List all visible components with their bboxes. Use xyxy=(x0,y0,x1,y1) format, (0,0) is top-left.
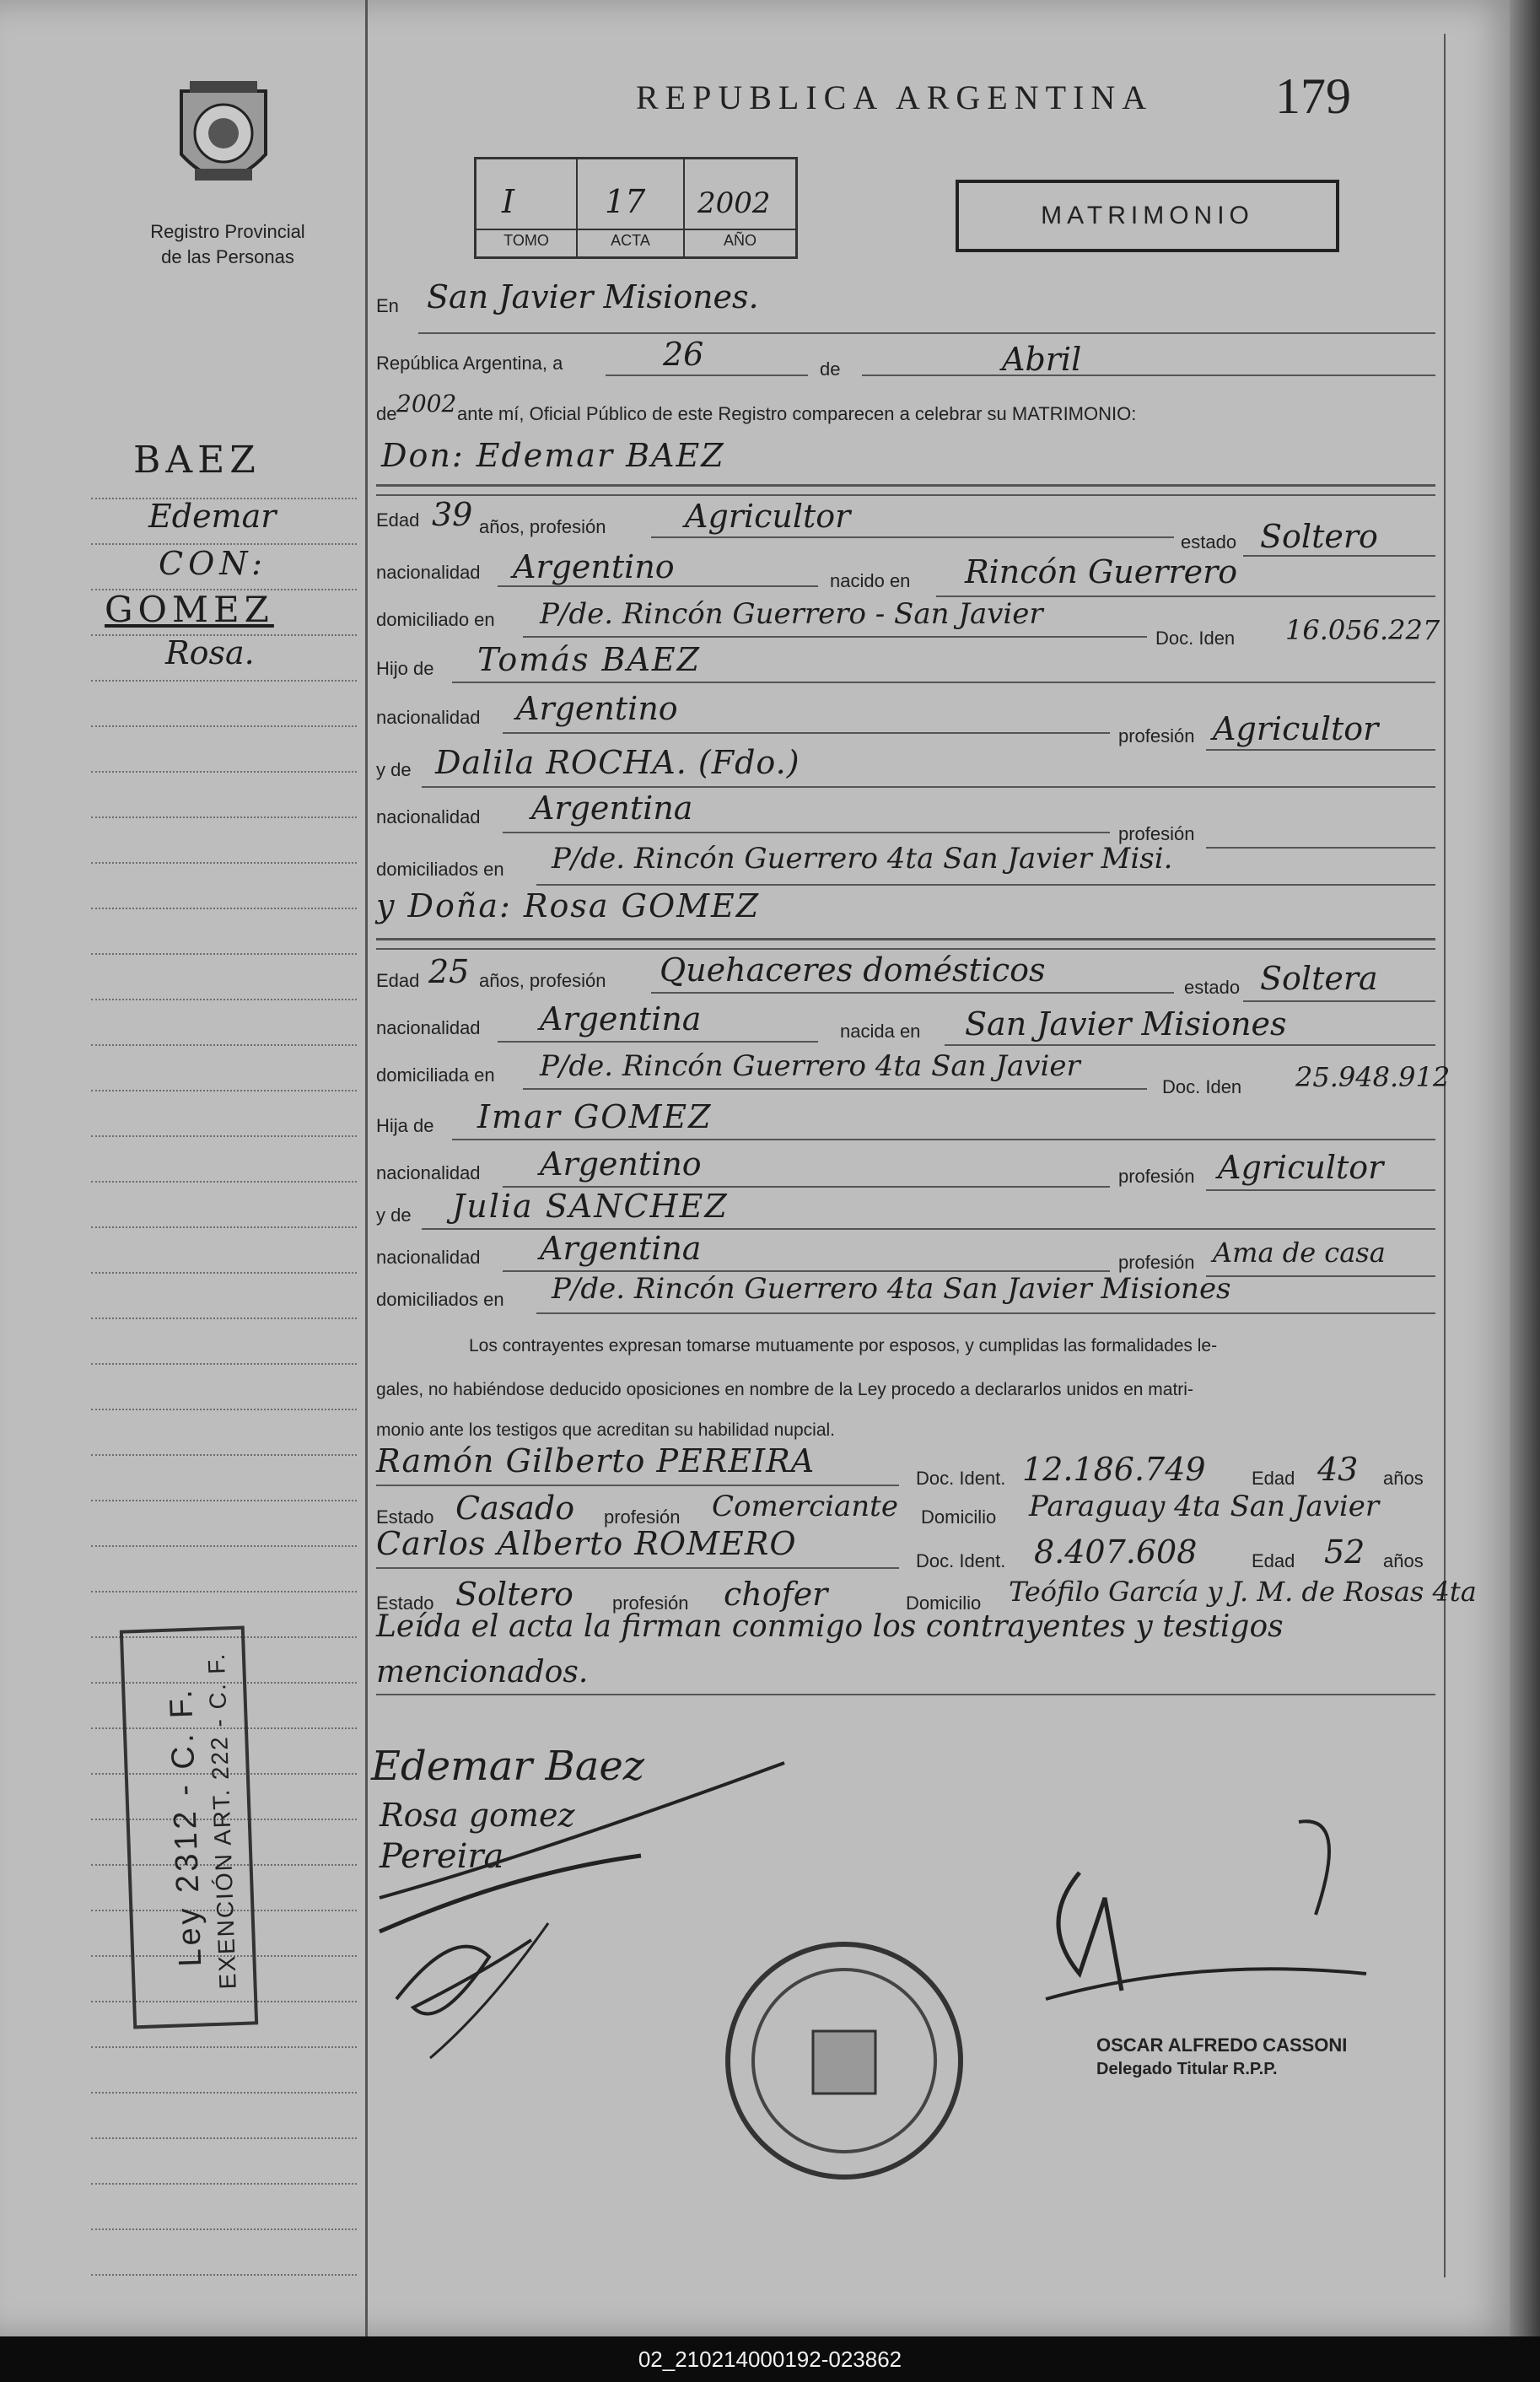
bride-nat-label: nacionalidad xyxy=(376,1017,481,1038)
witness1-doc: 12.186.749 xyxy=(1022,1451,1206,1488)
rule-line xyxy=(452,682,1435,683)
place-value: San Javier Misiones. xyxy=(427,278,759,315)
label-republica: República Argentina, a xyxy=(376,353,563,374)
bride-mother: Julia SANCHEZ xyxy=(452,1188,729,1225)
rule-line xyxy=(523,636,1147,638)
bride-mother-prof-label: profesión xyxy=(1118,1252,1195,1273)
rule-line xyxy=(606,375,808,376)
rule-line xyxy=(376,948,1435,950)
margin-rule xyxy=(91,999,357,1000)
rule-line xyxy=(1206,1189,1435,1191)
witness1-domicilio-label: Domicilio xyxy=(921,1506,997,1528)
margin-rule xyxy=(91,816,357,818)
bride-name: y Doña: Rosa GOMEZ xyxy=(376,887,761,924)
tomo-acta-box xyxy=(474,157,798,259)
margin-rule xyxy=(91,1044,357,1046)
groom-mother-nat-label: nacionalidad xyxy=(376,806,481,827)
bride-domicile: P/de. Rincón Guerrero 4ta San Javier xyxy=(540,1049,1080,1083)
groom-estado: Soltero xyxy=(1260,518,1378,555)
rule-line xyxy=(523,1088,1147,1090)
bride-anos-label: años, profesión xyxy=(479,970,606,991)
label-year-prefix: de xyxy=(376,403,397,424)
rule-line xyxy=(376,1567,899,1569)
ano-value: 2002 xyxy=(697,186,771,220)
page-edge xyxy=(1510,0,1540,2336)
footer-id: 02_210214000192-023862 xyxy=(638,2347,902,2372)
margin-given-groom: Edemar xyxy=(148,498,277,535)
bride-estado-label: estado xyxy=(1184,977,1241,998)
rule-line xyxy=(651,536,1174,538)
rule-line xyxy=(1206,1275,1435,1277)
page-number: 179 xyxy=(1275,68,1351,124)
rule-line xyxy=(651,992,1174,994)
rule-line xyxy=(503,732,1110,734)
bride-parents-domicile: P/de. Rincón Guerrero 4ta San Javier Misiones xyxy=(552,1272,1231,1306)
margin-rule xyxy=(91,1545,357,1547)
rule-line xyxy=(1206,847,1435,849)
margin-rule xyxy=(91,725,357,727)
witness2-profession: chofer xyxy=(724,1576,828,1613)
label-de: de xyxy=(820,358,841,380)
ano-label: AÑO xyxy=(723,232,757,249)
groom-birthplace: Rincón Guerrero xyxy=(965,553,1238,590)
groom-father-profession: Agricultor xyxy=(1213,710,1379,747)
groom-anos-label: años, profesión xyxy=(479,516,606,537)
witness2-doc: 8.407.608 xyxy=(1034,1533,1198,1571)
groom-father: Tomás BAEZ xyxy=(477,641,702,678)
groom-mother-prof-label: profesión xyxy=(1118,823,1195,844)
signature-groom: Edemar Baez xyxy=(371,1743,645,1790)
witness1-estado-label: Estado xyxy=(376,1506,434,1528)
bride-mother-nationality: Argentina xyxy=(540,1230,702,1267)
groom-age: 39 xyxy=(432,496,473,533)
tomo-value: I xyxy=(502,183,515,220)
margin-rule xyxy=(91,1181,357,1183)
rule-line xyxy=(1206,749,1435,751)
margin-rule xyxy=(91,1272,357,1274)
margin-rule xyxy=(91,771,357,773)
groom-parents-domicile-label: domiciliados en xyxy=(376,859,504,880)
witness1-prof-label: profesión xyxy=(604,1506,681,1528)
rule-line xyxy=(376,1694,1435,1695)
margin-rule xyxy=(91,862,357,864)
bride-age: 25 xyxy=(428,953,470,990)
rule-line xyxy=(503,832,1110,833)
footer-strip xyxy=(0,2336,1540,2382)
margin-rule xyxy=(91,2183,357,2185)
margin-rule xyxy=(91,2092,357,2094)
month-value: Abril xyxy=(1002,341,1082,378)
margin-rule xyxy=(91,2046,357,2048)
witness1-estado: Casado xyxy=(455,1490,575,1527)
margin-surname-groom: BAEZ xyxy=(133,439,261,482)
bride-mother-profession: Ama de casa xyxy=(1213,1237,1386,1269)
groom-domicile-label: domiciliado en xyxy=(376,609,495,630)
bride-parents-domicile-label: domiciliados en xyxy=(376,1289,504,1310)
margin-rule xyxy=(91,2137,357,2139)
official-signature xyxy=(1029,1805,1383,2058)
margin-rule xyxy=(91,1409,357,1410)
margin-rule xyxy=(91,1363,357,1365)
rule-line xyxy=(452,1139,1435,1140)
rule-line xyxy=(418,332,1435,334)
margin-rule xyxy=(91,1318,357,1319)
rule-line xyxy=(376,484,1435,487)
witness1-name: Ramón Gilberto PEREIRA xyxy=(376,1442,816,1479)
groom-doc: 16.056.227 xyxy=(1285,614,1440,646)
rule-line xyxy=(1243,555,1435,557)
groom-doc-label: Doc. Iden xyxy=(1155,628,1236,649)
witness1-anos-label: años xyxy=(1383,1468,1424,1489)
bride-father: Imar GOMEZ xyxy=(477,1098,713,1135)
rule-line xyxy=(862,375,1435,376)
rule-line xyxy=(536,1312,1435,1314)
declaration-line2: gales, no habiéndose deducido oposiciones en nombre de la Ley procedo a declararlos unidos en matri- xyxy=(376,1380,1193,1399)
bride-father-profession: Agricultor xyxy=(1218,1149,1384,1186)
rule-line xyxy=(945,1044,1435,1046)
groom-father-nationality: Argentino xyxy=(516,690,678,727)
acta-value: 17 xyxy=(605,183,646,220)
margin-given-bride: Rosa. xyxy=(165,634,255,671)
rule-line xyxy=(498,1041,818,1043)
day-value: 26 xyxy=(663,336,704,373)
right-border xyxy=(1444,34,1446,2277)
closing-line2: mencionados. xyxy=(376,1655,589,1689)
rule-line xyxy=(376,494,1435,496)
provincial-emblem-icon xyxy=(164,74,283,201)
bride-birthplace: San Javier Misiones xyxy=(965,1005,1287,1043)
groom-nationality: Argentino xyxy=(513,548,675,585)
margin-rule xyxy=(91,1226,357,1228)
margin-surname-bride: GOMEZ xyxy=(105,589,274,630)
witness2-estado-label: Estado xyxy=(376,1592,434,1614)
groom-father-nat-label: nacionalidad xyxy=(376,707,481,728)
margin-rule xyxy=(91,1454,357,1456)
official-name: OSCAR ALFREDO CASSONI xyxy=(1096,2034,1348,2056)
margin-rule xyxy=(91,1090,357,1091)
acta-label: ACTA xyxy=(611,232,650,249)
label-en: En xyxy=(376,295,399,316)
margin-rule xyxy=(91,1591,357,1592)
rule-line xyxy=(376,1485,899,1486)
groom-profession: Agricultor xyxy=(685,498,851,535)
bride-domicile-label: domiciliada en xyxy=(376,1064,495,1086)
bride-mother-nat-label: nacionalidad xyxy=(376,1247,481,1268)
bride-hija-label: Hija de xyxy=(376,1115,434,1136)
margin-rule xyxy=(91,680,357,682)
witness1-profession: Comerciante xyxy=(712,1490,898,1523)
groom-mother-nationality: Argentina xyxy=(531,790,693,827)
margin-rule xyxy=(91,953,357,955)
exemption-stamp xyxy=(120,1626,258,2029)
bride-doc-label: Doc. Iden xyxy=(1162,1076,1242,1097)
rule-line xyxy=(1243,1000,1435,1002)
witness1-domicile: Paraguay 4ta San Javier xyxy=(1029,1490,1380,1523)
rule-line xyxy=(536,884,1435,886)
bride-father-nationality: Argentino xyxy=(540,1145,702,1183)
bride-profession: Quehaceres domésticos xyxy=(660,951,1046,989)
rule-line xyxy=(376,938,1435,940)
tomo-label: TOMO xyxy=(503,232,549,249)
year-value: 2002 xyxy=(396,390,457,418)
witness1-age: 43 xyxy=(1317,1451,1359,1488)
margin-rule xyxy=(91,1135,357,1137)
witness1-edad-label: Edad xyxy=(1252,1468,1295,1489)
margin-con: CON: xyxy=(159,545,267,582)
registry-line1: Registro Provincial xyxy=(150,221,305,242)
signature-witness1: Pereira xyxy=(380,1837,504,1876)
margin-rule xyxy=(91,908,357,909)
registry-seal-icon xyxy=(722,1938,967,2183)
groom-mother: Dalila ROCHA. (Fdo.) xyxy=(435,744,800,781)
groom-hijo-label: Hijo de xyxy=(376,658,434,679)
signature-bride: Rosa gomez xyxy=(380,1797,575,1834)
witness2-anos-label: años xyxy=(1383,1550,1424,1571)
witness2-prof-label: profesión xyxy=(612,1592,689,1614)
closing-line1: Leída el acta la firman conmigo los contrayentes y testigos xyxy=(376,1609,1284,1644)
groom-parents-domicile: P/de. Rincón Guerrero 4ta San Javier Misi. xyxy=(552,842,1173,876)
margin-rule xyxy=(91,1500,357,1501)
bride-father-nat-label: nacionalidad xyxy=(376,1162,481,1183)
stamp-line2: EXENCIÓN ART. 222 - C. F. xyxy=(202,1652,241,1990)
witness2-estado: Soltero xyxy=(455,1576,573,1613)
groom-nat-label: nacionalidad xyxy=(376,562,481,583)
margin-rule xyxy=(91,2274,357,2276)
groom-yde-label: y de xyxy=(376,759,412,780)
witness2-age: 52 xyxy=(1324,1533,1365,1571)
bride-yde-label: y de xyxy=(376,1204,412,1226)
groom-estado-label: estado xyxy=(1181,531,1237,552)
groom-name: Don: Edemar BAEZ xyxy=(381,437,725,474)
country-title: REPUBLICA ARGENTINA xyxy=(636,78,1154,116)
groom-father-prof-label: profesión xyxy=(1118,725,1195,746)
declaration-line3: monio ante los testigos que acreditan su habilidad nupcial. xyxy=(376,1420,836,1440)
official-title: Delegado Titular R.P.P. xyxy=(1096,2060,1278,2078)
intro-statement: ante mí, Oficial Público de este Registro comparecen a celebrar su MATRIMONIO: xyxy=(457,403,1137,424)
act-type-label: MATRIMONIO xyxy=(1041,202,1254,229)
bride-father-prof-label: profesión xyxy=(1118,1166,1195,1187)
rule-line xyxy=(422,786,1435,788)
witness1-doc-label: Doc. Ident. xyxy=(916,1468,1006,1489)
bride-estado: Soltera xyxy=(1260,960,1378,997)
bride-nacida-label: nacida en xyxy=(840,1021,921,1042)
witness2-name: Carlos Alberto ROMERO xyxy=(376,1525,797,1562)
groom-edad-label: Edad xyxy=(376,509,420,531)
witness2-doc-label: Doc. Ident. xyxy=(916,1550,1006,1571)
bride-doc: 25.948.912 xyxy=(1295,1061,1451,1093)
witness2-domicile: Teófilo García y J. M. de Rosas 4ta xyxy=(1009,1576,1477,1608)
act-type-box xyxy=(956,180,1339,252)
margin-rule xyxy=(91,2228,357,2230)
bride-edad-label: Edad xyxy=(376,970,420,991)
witness2-domicilio-label: Domicilio xyxy=(906,1592,982,1614)
declaration-line1: Los contrayentes expresan tomarse mutuamente por esposos, y cumplidas las formalidades le- xyxy=(469,1336,1218,1355)
groom-nacido-label: nacido en xyxy=(830,570,911,591)
stamp-line1: Ley 2312 - C. F. xyxy=(163,1685,209,1968)
bride-nationality: Argentina xyxy=(540,1000,702,1037)
witness2-edad-label: Edad xyxy=(1252,1550,1295,1571)
groom-domicile: P/de. Rincón Guerrero - San Javier xyxy=(540,597,1043,631)
registry-line2: de las Personas xyxy=(161,246,294,267)
rule-line xyxy=(498,585,818,587)
